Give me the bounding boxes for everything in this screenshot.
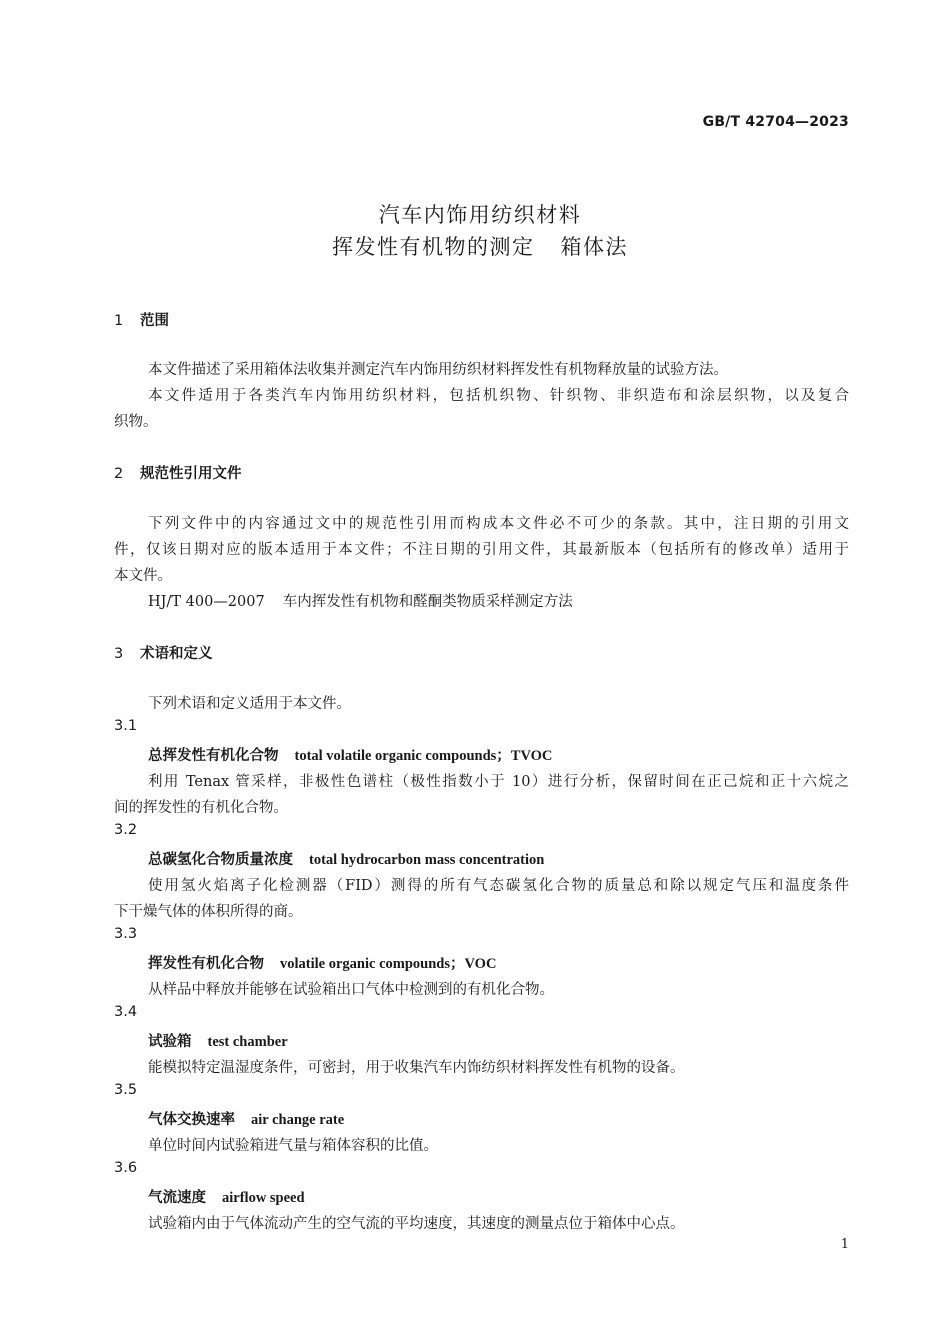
clause-number: 3.3 bbox=[114, 926, 138, 942]
clause-number: 3.6 bbox=[114, 1160, 138, 1176]
section-1-para-2-line2: 织物。 bbox=[114, 414, 158, 430]
clause-number: 3.4 bbox=[114, 1004, 138, 1020]
clause-number: 3.1 bbox=[114, 718, 138, 734]
section-1-heading: 1 范围 bbox=[114, 313, 169, 329]
clause-number: 3.2 bbox=[114, 822, 138, 838]
term-definition: 从样品中释放并能够在试验箱出口气体中检测到的有机化合物。 bbox=[148, 982, 554, 998]
term-definition: 试验箱内由于气体流动产生的空气流的平均速度，其速度的测量点位于箱体中心点。 bbox=[148, 1216, 685, 1232]
term-definition-line2: 间的挥发性的有机化合物。 bbox=[114, 800, 288, 816]
document-title-line1: 汽车内饰用纺织材料 bbox=[378, 203, 582, 227]
clause-number: 3.5 bbox=[114, 1082, 138, 1098]
term-entry: 总挥发性有机化合物 total volatile organic compounds；TVOC bbox=[148, 748, 553, 764]
term-definition-line2: 下干燥气体的体积所得的商。 bbox=[114, 904, 303, 920]
section-2-para-line2: 件，仅该日期对应的版本适用于本文件；不注日期的引用文件，其最新版本（包括所有的修改单）适用于 bbox=[114, 542, 849, 558]
term-definition: 单位时间内试验箱进气量与箱体容积的比值。 bbox=[148, 1138, 438, 1154]
section-3-heading: 3 术语和定义 bbox=[114, 646, 213, 662]
term-entry: 总碳氢化合物质量浓度 total hydrocarbon mass concentration bbox=[148, 852, 545, 868]
section-1-para-2-line1: 本文件适用于各类汽车内饰用纺织材料，包括机织物、针织物、非织造布和涂层织物，以及复合 bbox=[148, 388, 849, 404]
term-definition: 能模拟特定温湿度条件，可密封，用于收集汽车内饰纺织材料挥发性有机物的设备。 bbox=[148, 1060, 685, 1076]
section-2-para-line3: 本文件。 bbox=[114, 568, 172, 584]
term-definition-line1: 使用氢火焰离子化检测器（FID）测得的所有气态碳氢化合物的质量总和除以规定气压和温度条件 bbox=[148, 878, 849, 894]
page-number: 1 bbox=[840, 1237, 849, 1252]
term-entry: 气流速度 airflow speed bbox=[148, 1190, 305, 1206]
section-2-heading: 2 规范性引用文件 bbox=[114, 466, 242, 482]
title-part-b: 箱体法 bbox=[560, 235, 628, 259]
title-part-a: 挥发性有机物的测定 bbox=[332, 235, 535, 259]
document-title-line2 bbox=[0, 231, 950, 261]
section-2-para-line1: 下列文件中的内容通过文中的规范性引用而构成本文件必不可少的条款。其中，注日期的引用文 bbox=[148, 516, 849, 532]
term-entry: 挥发性有机化合物 volatile organic compounds；VOC bbox=[148, 956, 497, 972]
term-definition-line1: 利用 Tenax 管采样，非极性色谱柱（极性指数小于 10）进行分析，保留时间在正己烷和正十六烷之 bbox=[148, 774, 849, 790]
term-entry: 气体交换速率 air change rate bbox=[148, 1112, 345, 1128]
term-entry: 试验箱 test chamber bbox=[148, 1034, 288, 1050]
section-3-intro: 下列术语和定义适用于本文件。 bbox=[148, 696, 351, 712]
normative-reference: HJ/T 400—2007 车内挥发性有机物和醛酮类物质采样测定方法 bbox=[148, 594, 573, 610]
standard-number: GB/T 42704—2023 bbox=[702, 114, 849, 130]
section-1-para-1: 本文件描述了采用箱体法收集并测定汽车内饰用纺织材料挥发性有机物释放量的试验方法。 bbox=[148, 362, 728, 378]
